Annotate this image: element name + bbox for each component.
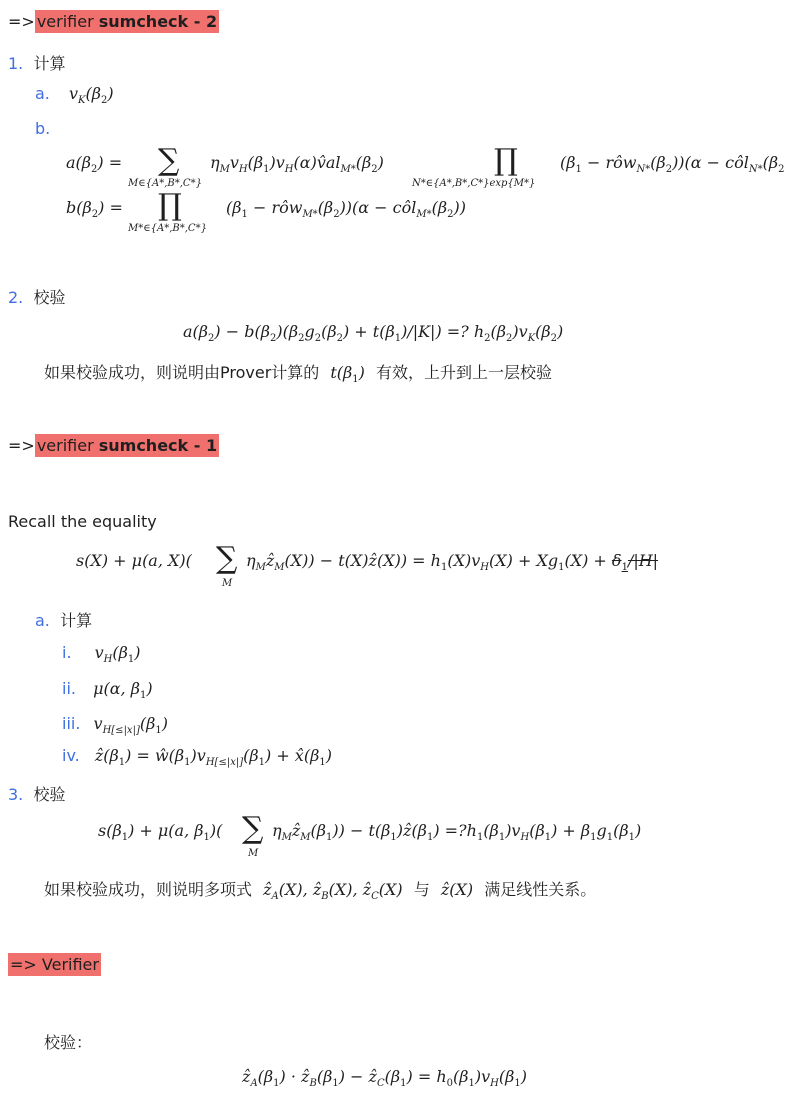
list-item-iv [62,746,332,768]
list-item-1a [35,84,114,106]
formula-t-beta1: $t(\beta_1)$ [330,363,365,386]
check-label: 校验： [44,1033,93,1052]
list-item-iii [62,714,168,736]
list-number: iv. [62,746,80,765]
list-number: 2. [8,288,24,307]
list-number: b. [35,119,51,138]
note-sumcheck-1: 如果校验成功，则说明多项式 ẑ$_A$(X), ẑ$_B$(X), ẑ$_C$(X) 与 ẑ(X) 满足线性关系。 [44,880,597,903]
list-item-ii [62,679,153,701]
formula-a-beta2: $a(\beta_2)$ = ∑ M∈{A*,B*,C*} $\eta_Mv_H(\beta_1)v_H(\alpha)v̂al_{M*}(\beta_2)$ ∏ N*∈{A*,B*,C*}exp{M*} ($\beta_1$ − $rôw_{N*}(\beta_2))(\alpha$ − $côl_{N*}(\beta_2$ [66,148,785,189]
section-header-verifier [8,955,101,974]
list-item-i [62,643,141,665]
list-text: 计算 [33,54,66,73]
formula-vK: $v_K(\beta_2)$ [68,84,114,107]
arrow: => [8,436,35,455]
list-text: 计算 [60,611,93,630]
list-item-3 [8,782,65,805]
formula-z-abc: ẑ$_A$(X), ẑ$_B$(X), ẑ$_C$(X) [263,880,403,903]
list-number: i. [62,643,72,662]
list-text: 校验 [33,288,66,307]
formula-z-hat: $ẑ(\beta_1)$ = $ŵ(\beta_1)v_{H[\le|x|]}(\beta_1)$ + $x̂(\beta_1)$ [94,746,332,769]
list-item-a [35,608,92,631]
formula-equality: s(X) + μ(a, X)( ∑ M $\eta_Mẑ_M(X)$) − t(X)ẑ(X)) = $h_1(X)v_H(X) + Xg_1(X) + \delta_1/|H|$ [76,541,659,589]
list-number: a. [35,611,50,630]
note-sumcheck-2: 如果校验成功，则说明由Prover计算的 $t(\beta_1)$ 有效，上升到上一层校验 [44,363,553,386]
header-highlight: verifier sumcheck - 1 [36,436,218,455]
list-item-2 [8,285,65,308]
section-header-sumcheck-2 [8,12,219,31]
formula-mu: μ(α, $\beta_1$) [93,679,153,702]
header-highlight: => Verifier [10,955,99,974]
formula-check-3: $s(\beta_1) + \mu(a$, $\beta_1$)( ∑ M $\eta_Mẑ_M(\beta_1)$) − $t(\beta_1)ẑ(\beta_1)$ $=?h_1(\beta_1)v_H(\beta_1) + \beta_1g_1(\beta_1)$ [98,811,642,859]
list-item-1b [35,119,50,138]
recall-text: Recall the equality [8,512,157,531]
arrow: => [8,12,35,31]
list-item-1 [8,51,65,74]
list-number: iii. [62,714,81,733]
formula-vH-x: $v_{H[\le|x|]}(\beta_1)$ [93,714,168,737]
list-number: 3. [8,785,24,804]
header-highlight: verifier sumcheck - 2 [36,12,218,31]
formula-check-2: $a(\beta_2) - b(\beta_2)(\beta_2g_2(\beta_2) + t(\beta_1)/|K|)$ =? $h_2(\beta_2)v_K(\beta_2)$ [183,322,564,345]
list-number: ii. [62,679,76,698]
formula-final-check: $ẑ_A(\beta_1)$ · $ẑ_B(\beta_1)$ − $ẑ_C(\beta_1) = h_0(\beta_1)v_H(\beta_1)$ [242,1067,528,1090]
list-number: a. [35,84,50,103]
formula-vH-beta1: $v_H(\beta_1)$ [94,643,141,666]
list-text: 校验 [33,785,66,804]
formula-b-beta2: $b(\beta_2)$ = ∏ M*∈{A*,B*,C*} ($\beta_1$ − $rôw_{M*}(\beta_2))(\alpha$ − $côl_{M*}(\beta_2)$) [66,188,466,234]
formula-z-x: ẑ(X) [440,880,474,899]
section-header-sumcheck-1 [8,436,219,455]
list-number: 1. [8,54,24,73]
